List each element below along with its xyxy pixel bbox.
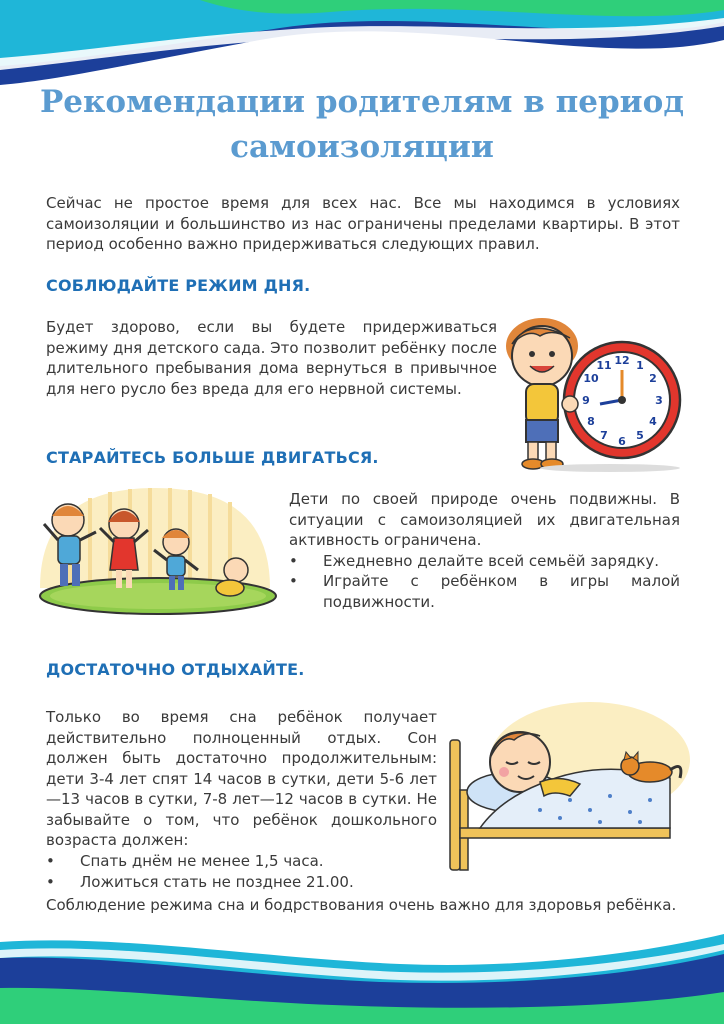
bullet-icon: • [46, 852, 55, 870]
svg-text:10: 10 [583, 372, 599, 385]
section1-paragraph: Будет здорово, если вы будете придерживаться режиму дня детского сада. Это позволит ребёнку после длительного пребывания дома вернуться в привычное для него русло без вреда для его нервной системы. [46, 318, 497, 398]
svg-text:5: 5 [636, 429, 644, 442]
child-sleeping-illustration [440, 700, 690, 875]
svg-text:4: 4 [649, 415, 657, 428]
list-item [46, 851, 437, 872]
section3-paragraph: Только во время сна ребёнок получает действительно полноценный отдых. Сон должен быть достаточно продолжительным: дети 3-4 лет спят 14 часов в сутки, дети 5-6 лет—13 часов в сутки, 7-8 лет—12 часов в сутки. Не забывайте о том, что ребёнок дошкольного возраста должен: [46, 708, 437, 849]
bullet-icon: • [289, 572, 298, 590]
section2-bullet-1: Ежедневно делайте всей семьёй зарядку. [323, 551, 660, 570]
boy-with-clock-illustration [500, 308, 685, 473]
list-item [46, 872, 437, 893]
section3-list [46, 851, 437, 892]
svg-text:11: 11 [596, 359, 612, 372]
section3-bullet-1: Спать днём не менее 1,5 часа. [80, 852, 324, 870]
bullet-icon: • [46, 872, 55, 891]
section-heading-rest-enough: ДОСТАТОЧНО ОТДЫХАЙТЕ. [46, 660, 305, 679]
section2-paragraph: Дети по своей природе очень подвижны. В ситуации с самоизоляцией их двигательная активность ограничена. [289, 490, 680, 549]
section3-bullet-2: Ложиться стать не позднее 21.00. [80, 872, 354, 891]
intro-paragraph: Сейчас не простое время для всех нас. Все мы находимся в условиях самоизоляции и большинство из нас ограничены пределами квартиры. В этот период особенно важно придерживаться следующих правил. [46, 194, 680, 253]
svg-text:7: 7 [600, 429, 608, 442]
svg-text:3: 3 [655, 394, 663, 407]
section-heading-move-more: СТАРАЙТЕСЬ БОЛЬШЕ ДВИГАТЬСЯ. [46, 448, 379, 467]
svg-text:12: 12 [614, 354, 630, 367]
section2-bullet-2: Играйте с ребёнком в игры малой подвижности. [323, 572, 680, 611]
svg-text:8: 8 [587, 415, 595, 428]
section2-content [289, 489, 680, 612]
page-title: Рекомендации родителям в период самоизоляции [39, 84, 685, 165]
list-item [289, 571, 680, 612]
svg-text:9: 9 [582, 394, 590, 407]
section3-closing: Соблюдение режима сна и бодрствования очень важно для здоровья ребёнка. [46, 896, 677, 914]
svg-text:1: 1 [636, 359, 644, 372]
bullet-icon: • [289, 551, 298, 570]
children-exercising-illustration [30, 478, 280, 618]
list-item [289, 551, 680, 572]
bottom-wave-decoration [0, 914, 724, 1024]
section-heading-daily-routine: СОБЛЮДАЙТЕ РЕЖИМ ДНЯ. [46, 276, 311, 295]
svg-text:6: 6 [618, 435, 626, 448]
svg-text:2: 2 [649, 372, 657, 385]
